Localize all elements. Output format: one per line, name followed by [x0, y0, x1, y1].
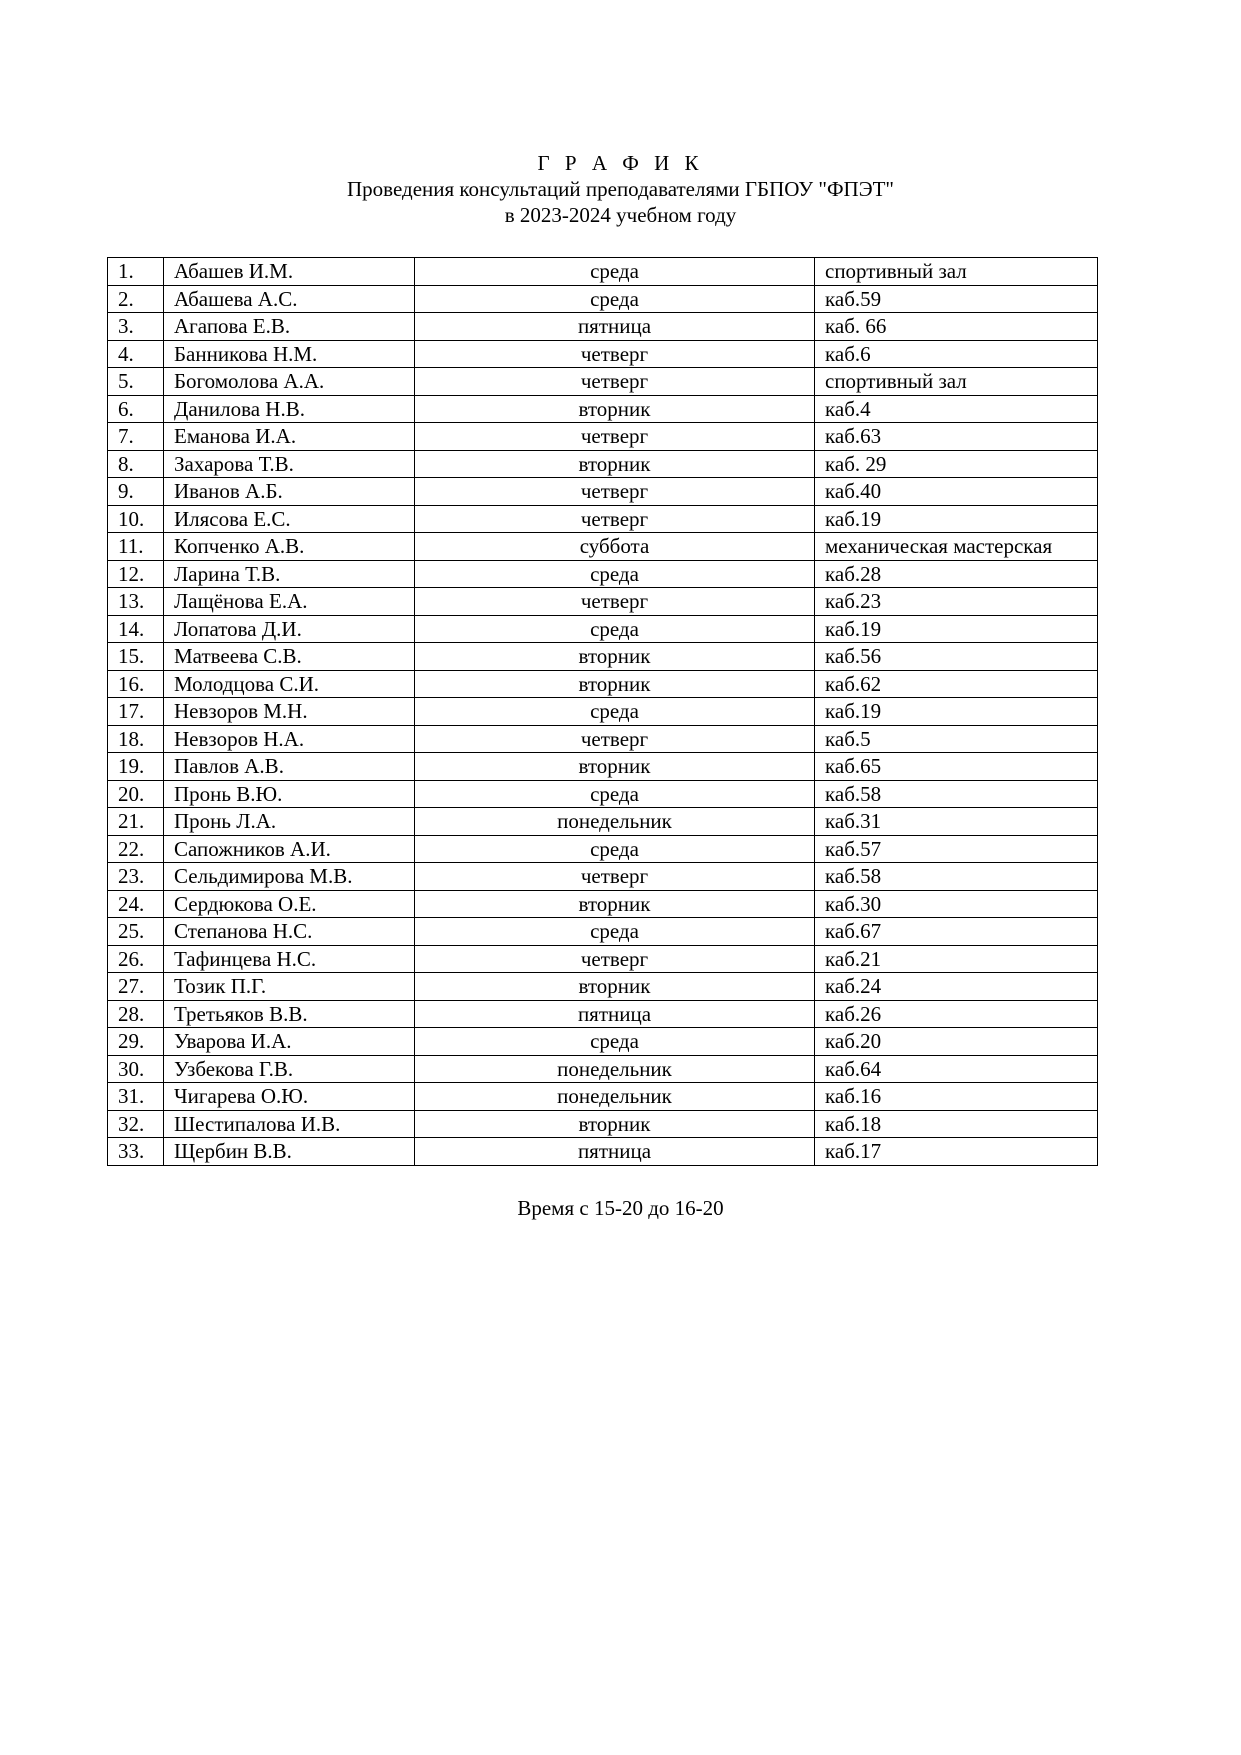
consultation-room: каб.64 — [815, 1055, 1098, 1083]
teacher-name: Узбекова Г.В. — [164, 1055, 415, 1083]
table-row — [108, 835, 1098, 863]
consultation-day: пятница — [415, 313, 815, 341]
consultation-room: каб.21 — [815, 945, 1098, 973]
consultation-room: каб.40 — [815, 478, 1098, 506]
row-number: 17. — [108, 698, 164, 726]
table-row — [108, 1000, 1098, 1028]
teacher-name: Тафинцева Н.С. — [164, 945, 415, 973]
row-number: 18. — [108, 725, 164, 753]
teacher-name: Невзоров Н.А. — [164, 725, 415, 753]
teacher-name: Уварова И.А. — [164, 1028, 415, 1056]
consultation-room: каб. 66 — [815, 313, 1098, 341]
consultation-day: среда — [415, 615, 815, 643]
teacher-name: Чигарева О.Ю. — [164, 1083, 415, 1111]
teacher-name: Банникова Н.М. — [164, 340, 415, 368]
consultation-day: четверг — [415, 725, 815, 753]
teacher-name: Тозик П.Г. — [164, 973, 415, 1001]
consultation-day: четверг — [415, 423, 815, 451]
teacher-name: Пронь В.Ю. — [164, 780, 415, 808]
consultation-room: каб.19 — [815, 505, 1098, 533]
table-row — [108, 863, 1098, 891]
academic-year: в 2023-2024 учебном году — [504, 203, 737, 227]
consultation-room: каб.31 — [815, 808, 1098, 836]
consultation-day: среда — [415, 835, 815, 863]
consultation-day: четверг — [415, 368, 815, 396]
table-row — [108, 560, 1098, 588]
schedule-body — [108, 258, 1098, 1166]
teacher-name: Невзоров М.Н. — [164, 698, 415, 726]
consultation-day: вторник — [415, 450, 815, 478]
consultation-room: спортивный зал — [815, 258, 1098, 286]
row-number: 32. — [108, 1110, 164, 1138]
consultation-day: пятница — [415, 1000, 815, 1028]
consultation-day: четверг — [415, 340, 815, 368]
teacher-name: Илясова Е.С. — [164, 505, 415, 533]
consultation-day: пятница — [415, 1138, 815, 1166]
table-row — [108, 533, 1098, 561]
row-number: 30. — [108, 1055, 164, 1083]
table-row — [108, 698, 1098, 726]
consultation-room: каб.20 — [815, 1028, 1098, 1056]
table-row — [108, 1055, 1098, 1083]
consultation-time: Время с 15-20 до 16-20 — [517, 1196, 724, 1220]
table-row — [108, 753, 1098, 781]
teacher-name: Павлов А.В. — [164, 753, 415, 781]
teacher-name: Молодцова С.И. — [164, 670, 415, 698]
table-row — [108, 450, 1098, 478]
consultation-room: каб.5 — [815, 725, 1098, 753]
row-number: 14. — [108, 615, 164, 643]
consultation-day: понедельник — [415, 1055, 815, 1083]
teacher-name: Ларина Т.В. — [164, 560, 415, 588]
teacher-name: Абашева А.С. — [164, 285, 415, 313]
teacher-name: Сельдимирова М.В. — [164, 863, 415, 891]
table-row — [108, 808, 1098, 836]
consultation-day: четверг — [415, 588, 815, 616]
consultation-day: среда — [415, 285, 815, 313]
table-row — [108, 313, 1098, 341]
table-row — [108, 588, 1098, 616]
table-row — [108, 285, 1098, 313]
consultation-room: каб.16 — [815, 1083, 1098, 1111]
row-number: 21. — [108, 808, 164, 836]
table-row — [108, 643, 1098, 671]
teacher-name: Агапова Е.В. — [164, 313, 415, 341]
consultation-day: среда — [415, 918, 815, 946]
consultation-day: четверг — [415, 478, 815, 506]
table-row — [108, 1138, 1098, 1166]
table-row — [108, 368, 1098, 396]
consultation-day: вторник — [415, 753, 815, 781]
table-row — [108, 725, 1098, 753]
table-row — [108, 1028, 1098, 1056]
consultation-day: вторник — [415, 1110, 815, 1138]
consultation-room: каб.23 — [815, 588, 1098, 616]
table-row — [108, 780, 1098, 808]
consultation-room: спортивный зал — [815, 368, 1098, 396]
consultation-day: вторник — [415, 973, 815, 1001]
table-row — [108, 890, 1098, 918]
consultation-day: вторник — [415, 890, 815, 918]
teacher-name: Третьяков В.В. — [164, 1000, 415, 1028]
row-number: 5. — [108, 368, 164, 396]
row-number: 25. — [108, 918, 164, 946]
consultation-day: среда — [415, 258, 815, 286]
teacher-name: Данилова Н.В. — [164, 395, 415, 423]
row-number: 10. — [108, 505, 164, 533]
table-row — [108, 423, 1098, 451]
teacher-name: Богомолова А.А. — [164, 368, 415, 396]
consultation-room: каб.58 — [815, 863, 1098, 891]
row-number: 3. — [108, 313, 164, 341]
table-row — [108, 258, 1098, 286]
consultation-room: каб.4 — [815, 395, 1098, 423]
row-number: 4. — [108, 340, 164, 368]
consultation-day: среда — [415, 780, 815, 808]
teacher-name: Шестипалова И.В. — [164, 1110, 415, 1138]
table-row — [108, 505, 1098, 533]
teacher-name: Захарова Т.В. — [164, 450, 415, 478]
row-number: 13. — [108, 588, 164, 616]
consultation-day: среда — [415, 1028, 815, 1056]
row-number: 7. — [108, 423, 164, 451]
table-row — [108, 1110, 1098, 1138]
row-number: 16. — [108, 670, 164, 698]
row-number: 12. — [108, 560, 164, 588]
consultation-room: каб.28 — [815, 560, 1098, 588]
row-number: 29. — [108, 1028, 164, 1056]
consultation-room: каб.19 — [815, 698, 1098, 726]
table-row — [108, 1083, 1098, 1111]
teacher-name: Абашев И.М. — [164, 258, 415, 286]
row-number: 20. — [108, 780, 164, 808]
row-number: 22. — [108, 835, 164, 863]
document-footer — [0, 1195, 1241, 1221]
consultation-day: среда — [415, 698, 815, 726]
row-number: 8. — [108, 450, 164, 478]
document-title: Г Р А Ф И К — [537, 151, 704, 175]
row-number: 2. — [108, 285, 164, 313]
consultation-day: понедельник — [415, 1083, 815, 1111]
consultation-room: каб.65 — [815, 753, 1098, 781]
consultation-day: вторник — [415, 670, 815, 698]
document-subtitle: Проведения консультаций преподавателями ГБПОУ "ФПЭТ" — [347, 177, 894, 201]
consultation-room: каб.17 — [815, 1138, 1098, 1166]
consultation-day: среда — [415, 560, 815, 588]
table-row — [108, 670, 1098, 698]
teacher-name: Еманова И.А. — [164, 423, 415, 451]
row-number: 31. — [108, 1083, 164, 1111]
row-number: 15. — [108, 643, 164, 671]
consultation-day: понедельник — [415, 808, 815, 836]
consultation-day: суббота — [415, 533, 815, 561]
consultation-room: каб.56 — [815, 643, 1098, 671]
consultation-room: каб.57 — [815, 835, 1098, 863]
row-number: 11. — [108, 533, 164, 561]
consultation-day: вторник — [415, 643, 815, 671]
consultation-room: каб.67 — [815, 918, 1098, 946]
consultation-day: четверг — [415, 863, 815, 891]
table-row — [108, 395, 1098, 423]
teacher-name: Щербин В.В. — [164, 1138, 415, 1166]
row-number: 28. — [108, 1000, 164, 1028]
consultation-room: каб.26 — [815, 1000, 1098, 1028]
consultation-room: каб.6 — [815, 340, 1098, 368]
row-number: 9. — [108, 478, 164, 506]
consultation-room: каб.18 — [815, 1110, 1098, 1138]
consultation-room: каб.62 — [815, 670, 1098, 698]
consultation-day: четверг — [415, 945, 815, 973]
table-row — [108, 478, 1098, 506]
row-number: 27. — [108, 973, 164, 1001]
consultation-schedule-table — [107, 257, 1098, 1166]
table-row — [108, 973, 1098, 1001]
consultation-room: каб.59 — [815, 285, 1098, 313]
teacher-name: Матвеева С.В. — [164, 643, 415, 671]
document-header — [0, 150, 1241, 228]
row-number: 33. — [108, 1138, 164, 1166]
teacher-name: Иванов А.Б. — [164, 478, 415, 506]
teacher-name: Лопатова Д.И. — [164, 615, 415, 643]
consultation-day: вторник — [415, 395, 815, 423]
row-number: 19. — [108, 753, 164, 781]
consultation-room: каб.19 — [815, 615, 1098, 643]
teacher-name: Лащёнова Е.А. — [164, 588, 415, 616]
teacher-name: Степанова Н.С. — [164, 918, 415, 946]
row-number: 1. — [108, 258, 164, 286]
consultation-room: каб. 29 — [815, 450, 1098, 478]
consultation-day: четверг — [415, 505, 815, 533]
consultation-room: каб.63 — [815, 423, 1098, 451]
teacher-name: Копченко А.В. — [164, 533, 415, 561]
table-row — [108, 918, 1098, 946]
consultation-room: каб.24 — [815, 973, 1098, 1001]
teacher-name: Пронь Л.А. — [164, 808, 415, 836]
row-number: 23. — [108, 863, 164, 891]
row-number: 6. — [108, 395, 164, 423]
teacher-name: Сердюкова О.Е. — [164, 890, 415, 918]
consultation-room: каб.58 — [815, 780, 1098, 808]
consultation-room: механическая мастерская — [815, 533, 1098, 561]
table-row — [108, 945, 1098, 973]
table-row — [108, 615, 1098, 643]
consultation-room: каб.30 — [815, 890, 1098, 918]
row-number: 26. — [108, 945, 164, 973]
teacher-name: Сапожников А.И. — [164, 835, 415, 863]
row-number: 24. — [108, 890, 164, 918]
table-row — [108, 340, 1098, 368]
